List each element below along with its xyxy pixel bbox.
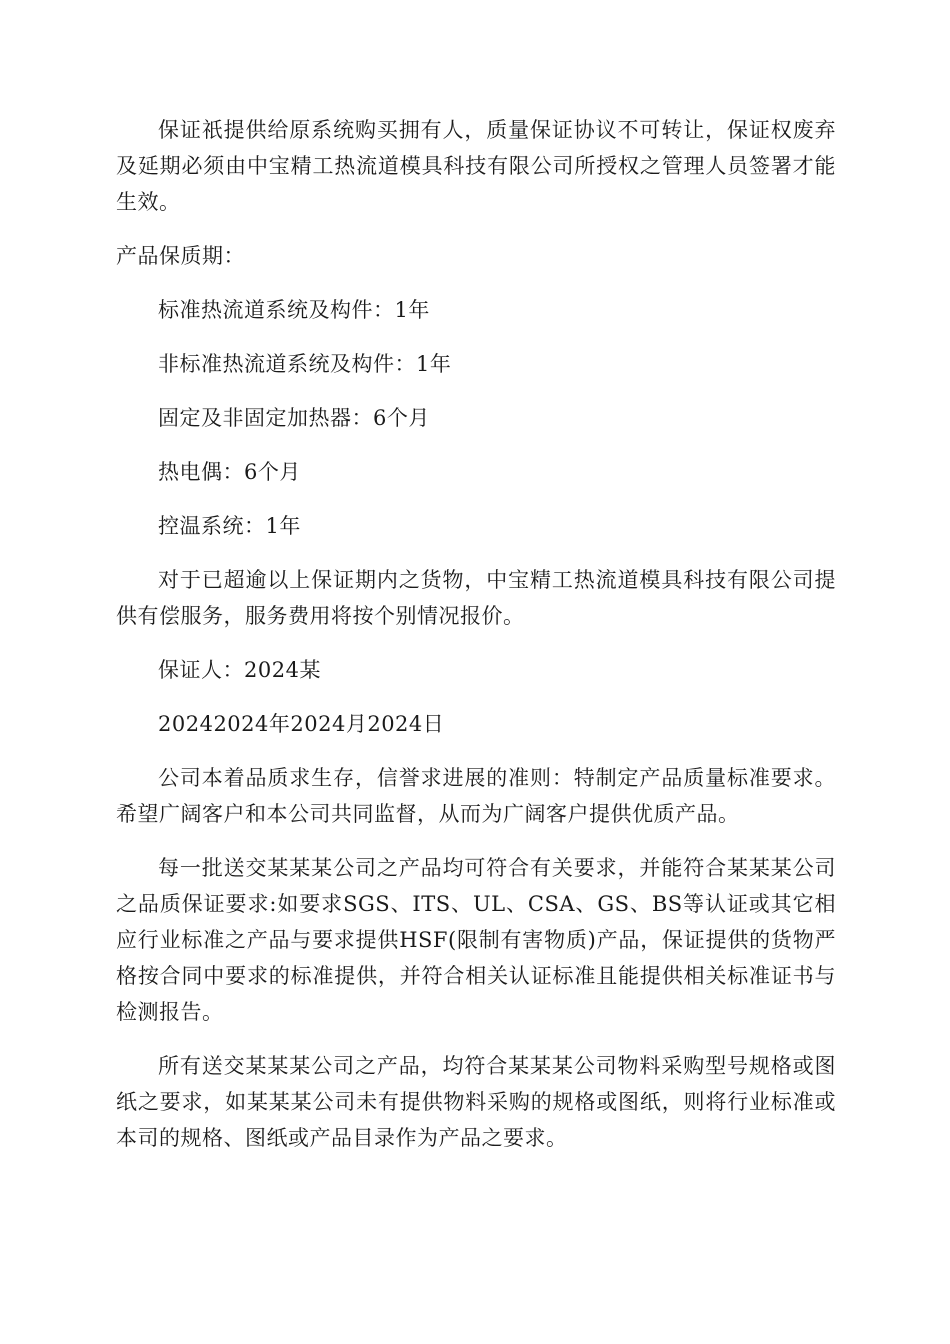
paragraph-nonstandard-system: 非标准热流道系统及构件：1年 [158,352,452,376]
paragraph-thermocouple: 热电偶：6个月 [158,460,301,484]
paragraph-date: 20242024年2024月2024日 [158,712,445,736]
document-body [116,112,836,1174]
paragraph-temperature-control: 控温系统：1年 [158,514,301,538]
paragraph-quality-principle: 公司本着品质求生存，信誉求进展的准则：特制定产品质量标准要求。希望广阔客户和本公司共同监督，从而为广阔客户提供优质产品。 [116,766,836,826]
paragraph-warranty-period-heading: 产品保质期： [116,244,245,268]
paragraph-certification: 每一批送交某某某公司之产品均可符合有关要求，并能符合某某某公司之品质保证要求:如要求SGS、ITS、UL、CSA、GS、BS等认证或其它相应行业标准之产品与要求提供HSF(限制有害物质)产品，保证提供的货物严格按合同中要求的标准提供，并符合相关认证标准且能提供相关标准证书与检测报告。 [116,856,836,1024]
paragraph-specifications: 所有送交某某某公司之产品，均符合某某某公司物料采购型号规格或图纸之要求，如某某某公司未有提供物料采购的规格或图纸，则将行业标准或本司的规格、图纸或产品目录作为产品之要求。 [116,1054,836,1150]
paragraph-warranty-transfer: 保证祇提供给原系统购买拥有人，质量保证协议不可转让，保证权废弃及延期必须由中宝精工热流道模具科技有限公司所授权之管理人员签署才能生效。 [116,118,836,214]
paragraph-guarantor: 保证人：2024某 [158,658,321,682]
paragraph-paid-service: 对于已超逾以上保证期内之货物，中宝精工热流道模具科技有限公司提供有偿服务，服务费用将按个别情况报价。 [116,568,836,628]
paragraph-heaters: 固定及非固定加热器：6个月 [158,406,430,430]
paragraph-standard-system: 标准热流道系统及构件：1年 [158,298,430,322]
